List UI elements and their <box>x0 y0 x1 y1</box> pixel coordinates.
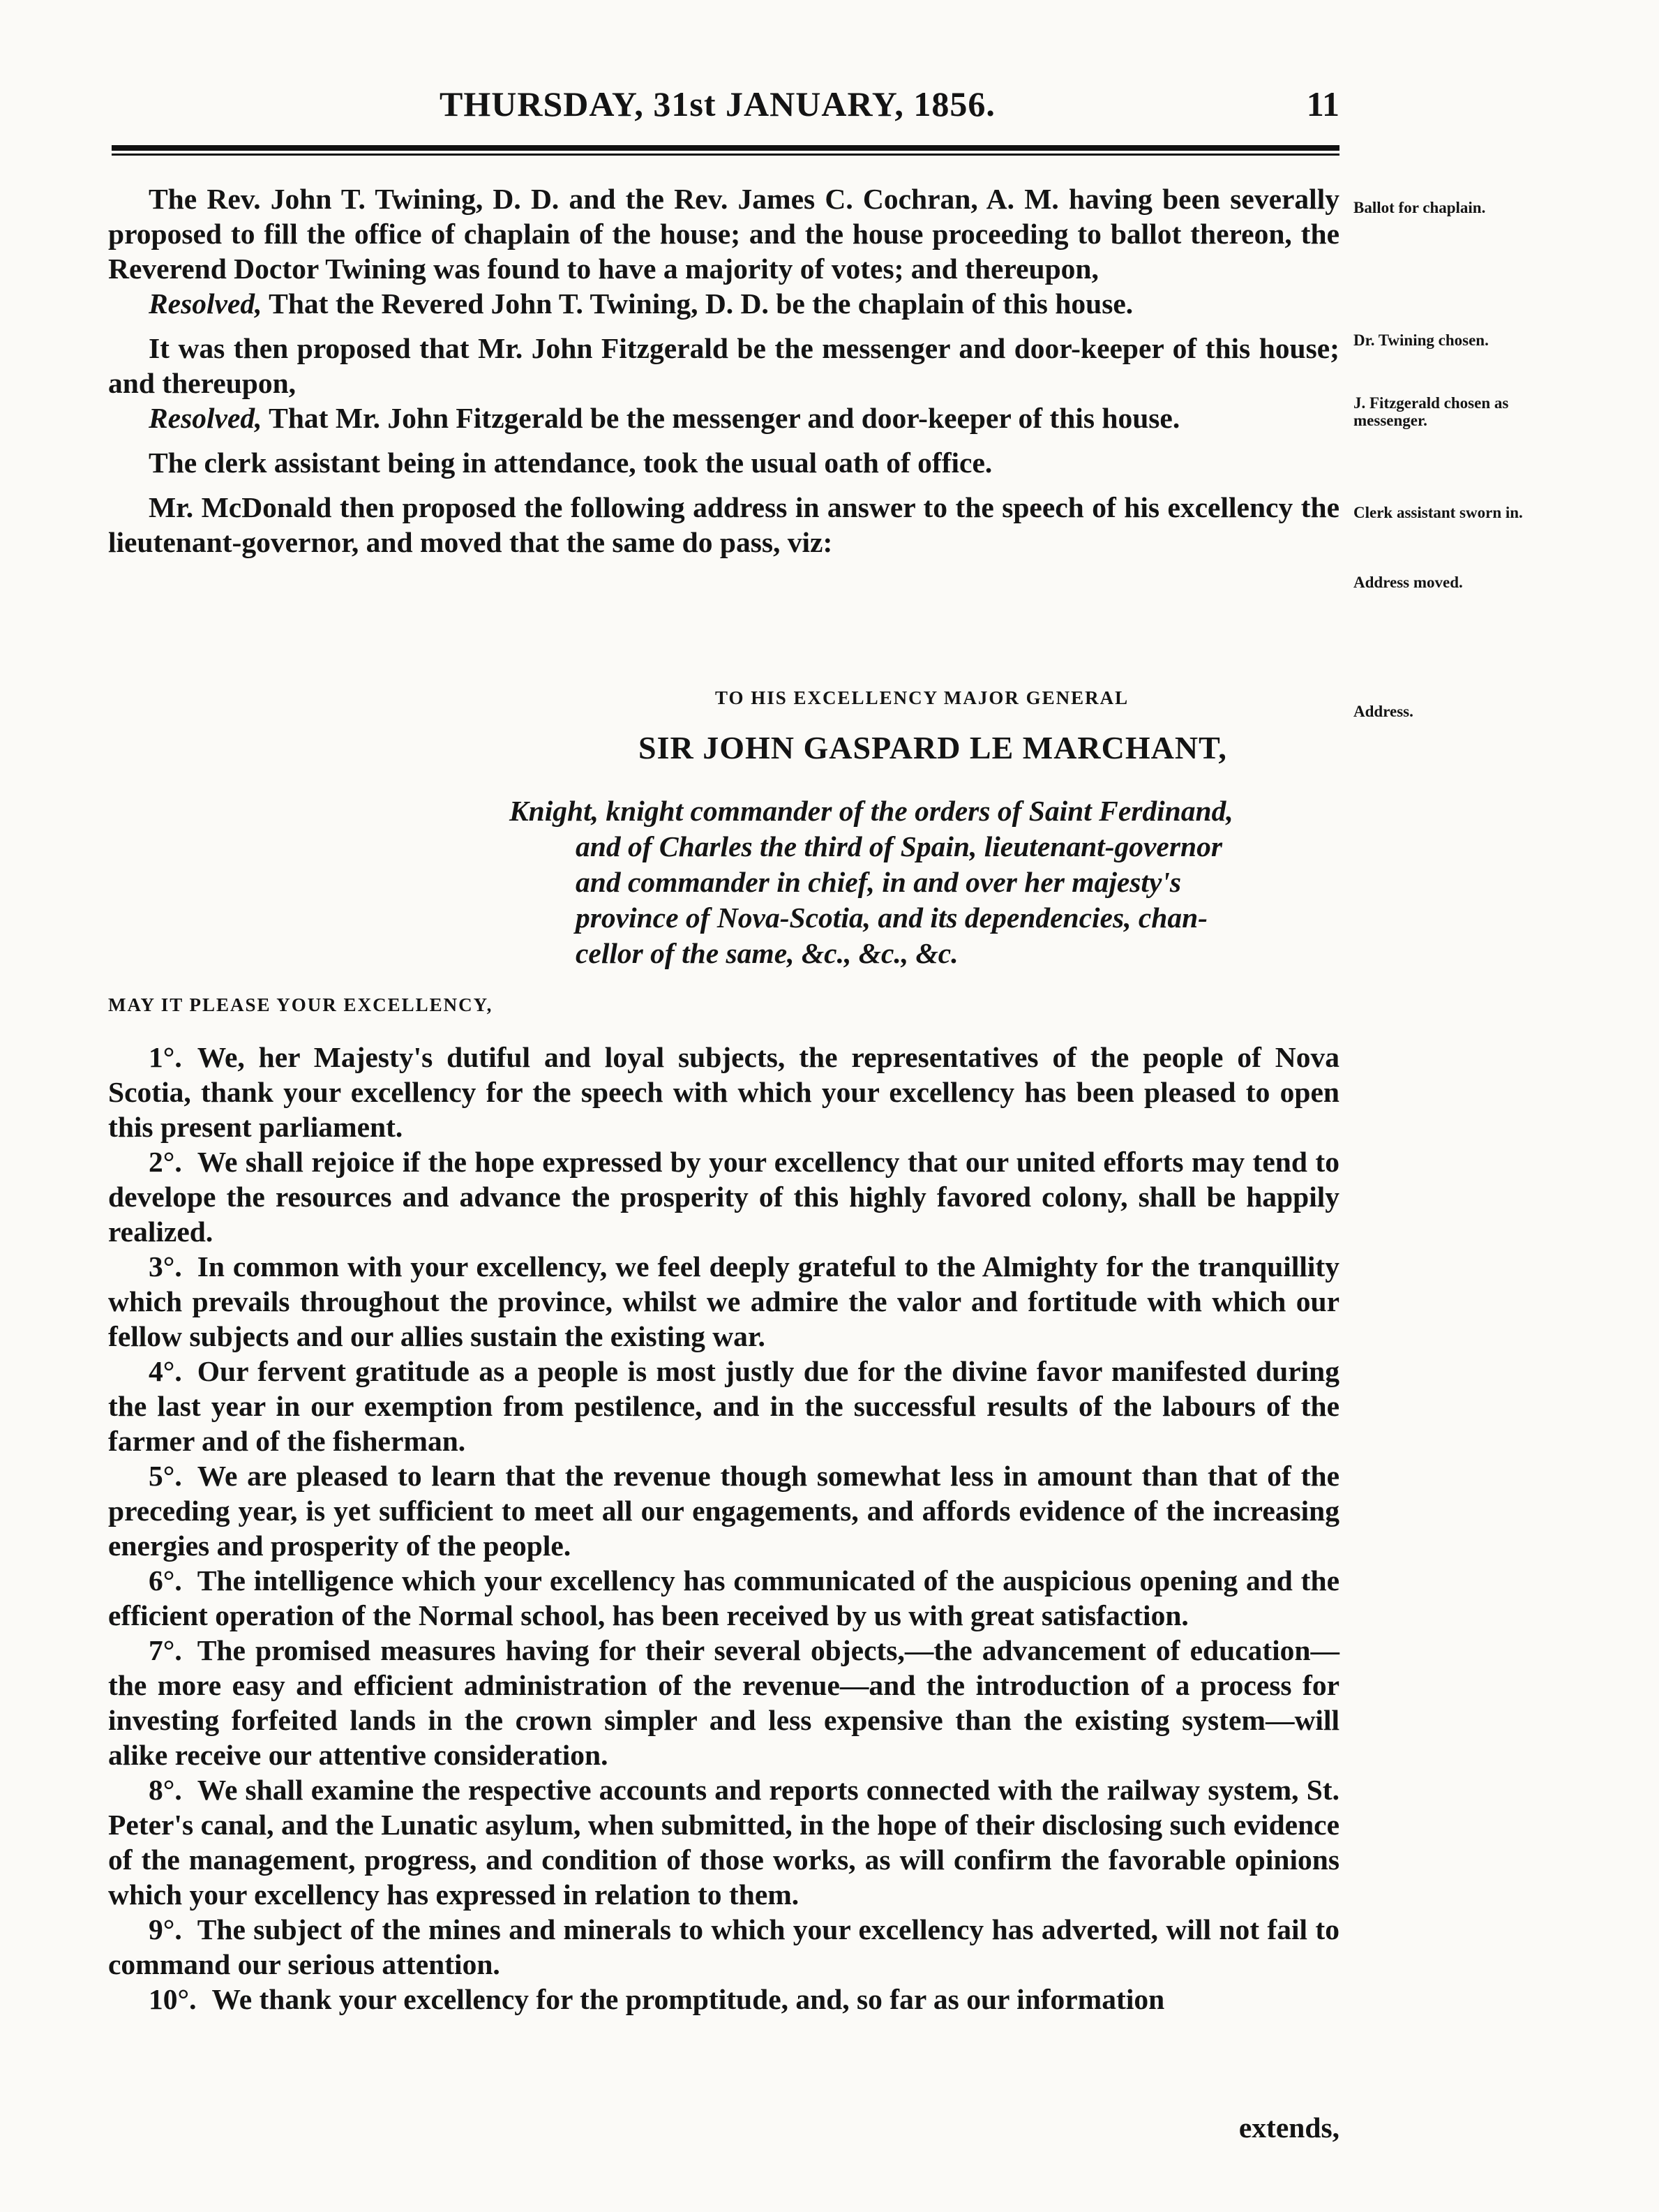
address-paragraph <box>108 1144 1339 1249</box>
proceedings <box>108 181 1339 569</box>
paragraph-number: 2°. <box>149 1146 182 1178</box>
paragraph-text: We shall rejoice if the hope expressed by your excellency that our united efforts may tend to develope the resources and advance the prosperity of this highly favored colony, shall be happily realized. <box>108 1146 1339 1248</box>
resolved-label: Resolved, <box>149 287 262 320</box>
margin-note-clerk: Clerk assistant sworn in. <box>1353 504 1523 521</box>
paragraph-number: 8°. <box>149 1774 182 1806</box>
paragraph-text: We, her Majesty's dutiful and loyal subjects, the representatives of the people of Nova Scotia, thank your excellency for the speech with which your excellency has been pleased to open this present parliament. <box>108 1041 1339 1143</box>
address-title-line: cellor of the same, &c., &c., &c. <box>576 937 959 969</box>
paragraph-number: 6°. <box>149 1564 182 1597</box>
paragraph-number: 4°. <box>149 1355 182 1387</box>
paragraph-number: 1°. <box>149 1041 182 1073</box>
proceeding-chaplain-ballot: The Rev. John T. Twining, D. D. and the Rev. James C. Cochran, A. M. having been severally proposed to fill the office of chaplain of the house; and the house proceeding to ballot thereon, the Reverend Doctor Twining was found to have a majority of votes; and thereupon, <box>108 183 1339 285</box>
address-paragraph <box>108 1633 1339 1772</box>
proceeding-address-moved: Mr. McDonald then proposed the following address in answer to the speech of his excellency the lieutenant-governor, and moved that the same do pass, viz: <box>108 491 1339 558</box>
address-paragraph <box>108 1354 1339 1458</box>
address-paragraph <box>108 1982 1339 2017</box>
proceeding-clerk-oath: The clerk assistant being in attendance, took the usual oath of office. <box>149 447 993 479</box>
running-head <box>112 84 1339 140</box>
address-paragraph <box>108 1249 1339 1354</box>
paragraph-text: Our fervent gratitude as a people is most justly due for the divine favor manifested during the last year in our exemption from pestilence, and in the successful results of the labours of the farmer and of the fisherman. <box>108 1355 1339 1457</box>
paragraph-text: The promised measures having for their several objects,—the advancement of education—the more easy and efficient administration of the revenue—and the introduction of a process for investing forfeited lands in the crown simpler and less expensive than the existing system—will alike receive our attentive consideration. <box>108 1634 1339 1771</box>
paragraph-text: In common with your excellency, we feel deeply grateful to the Almighty for the tranquillity which prevails throughout the province, whilst we admire the valor and fortitude with which our fellow subjects and our allies sustain the existing war. <box>108 1250 1339 1352</box>
resolved-label: Resolved, <box>149 402 262 434</box>
paragraph-number: 3°. <box>149 1250 182 1283</box>
address-paragraph <box>108 1912 1339 1982</box>
resolution-messenger-text: That Mr. John Fitzgerald be the messenger and door-keeper of this house. <box>269 402 1180 434</box>
proceeding-messenger: It was then proposed that Mr. John Fitzgerald be the messenger and door-keeper of this house; and thereupon, <box>108 332 1339 399</box>
resolution-chaplain <box>108 286 1339 321</box>
address-name: SIR JOHN GASPARD LE MARCHANT, <box>638 730 1227 765</box>
catchword: extends, <box>1238 2112 1339 2144</box>
address-title-line: and commander in chief, in and over her majesty's <box>576 866 1182 898</box>
margin-note-address: Address. <box>1353 703 1413 720</box>
paragraph-text: We are pleased to learn that the revenue though somewhat less in amount than that of the preceding year, is yet sufficient to meet all our engagements, and affords evidence of the increasing energies and prosperity of the people. <box>108 1460 1339 1562</box>
margin-note-ballot: Ballot for chaplain. <box>1353 199 1486 216</box>
address-to: TO HIS EXCELLENCY MAJOR GENERAL <box>715 687 1129 708</box>
paragraph-text: The intelligence which your excellency has communicated of the auspicious opening and the efficient operation of the Normal school, has been received by us with great satisfaction. <box>108 1564 1339 1631</box>
paragraph-number: 7°. <box>149 1634 182 1666</box>
salutation: MAY IT PLEASE YOUR EXCELLENCY, <box>108 994 493 1015</box>
margin-note-address-moved: Address moved. <box>1353 574 1463 591</box>
paragraph-text: We thank your excellency for the promptitude, and, so far as our information <box>211 1983 1165 2015</box>
paragraph-number: 5°. <box>149 1460 182 1492</box>
paragraph-text: The subject of the mines and minerals to which your excellency has adverted, will not fail to command our serious attention. <box>108 1913 1339 1980</box>
page-title: THURSDAY, 31st JANUARY, 1856. <box>440 84 996 124</box>
paragraph-number: 9°. <box>149 1913 182 1945</box>
margin-note-twining: Dr. Twining chosen. <box>1353 331 1489 349</box>
address-title-line: Knight, knight commander of the orders of Saint Ferdinand, <box>509 795 1233 827</box>
paragraph-text: We shall examine the respective accounts and reports connected with the railway system, St. Peter's canal, and the Lunatic asylum, when submitted, in the hope of their disclosing such evidence of the management, progress, and condition of those works, as will confirm the favorable opinions which your excellency has expressed in relation to them. <box>108 1774 1339 1911</box>
header-rule-thick <box>112 145 1339 151</box>
address-paragraphs <box>108 1040 1339 2017</box>
header-rule-thin <box>112 154 1339 156</box>
address-paragraph <box>108 1040 1339 1144</box>
resolution-messenger <box>108 401 1339 435</box>
address-titles <box>509 793 1339 971</box>
resolution-chaplain-text: That the Revered John T. Twining, D. D. be the chaplain of this house. <box>269 287 1134 320</box>
address-paragraph <box>108 1772 1339 1912</box>
paragraph-number: 10°. <box>149 1983 197 2015</box>
address-paragraph <box>108 1458 1339 1563</box>
address-paragraph <box>108 1563 1339 1633</box>
margin-note-fitzgerald: J. Fitzgerald chosen as messenger. <box>1353 394 1509 429</box>
page-number: 11 <box>1306 84 1339 124</box>
address-title-line: and of Charles the third of Spain, lieutenant-governor <box>576 830 1222 862</box>
address-title-line: province of Nova-Scotia, and its dependencies, chan- <box>576 902 1208 934</box>
